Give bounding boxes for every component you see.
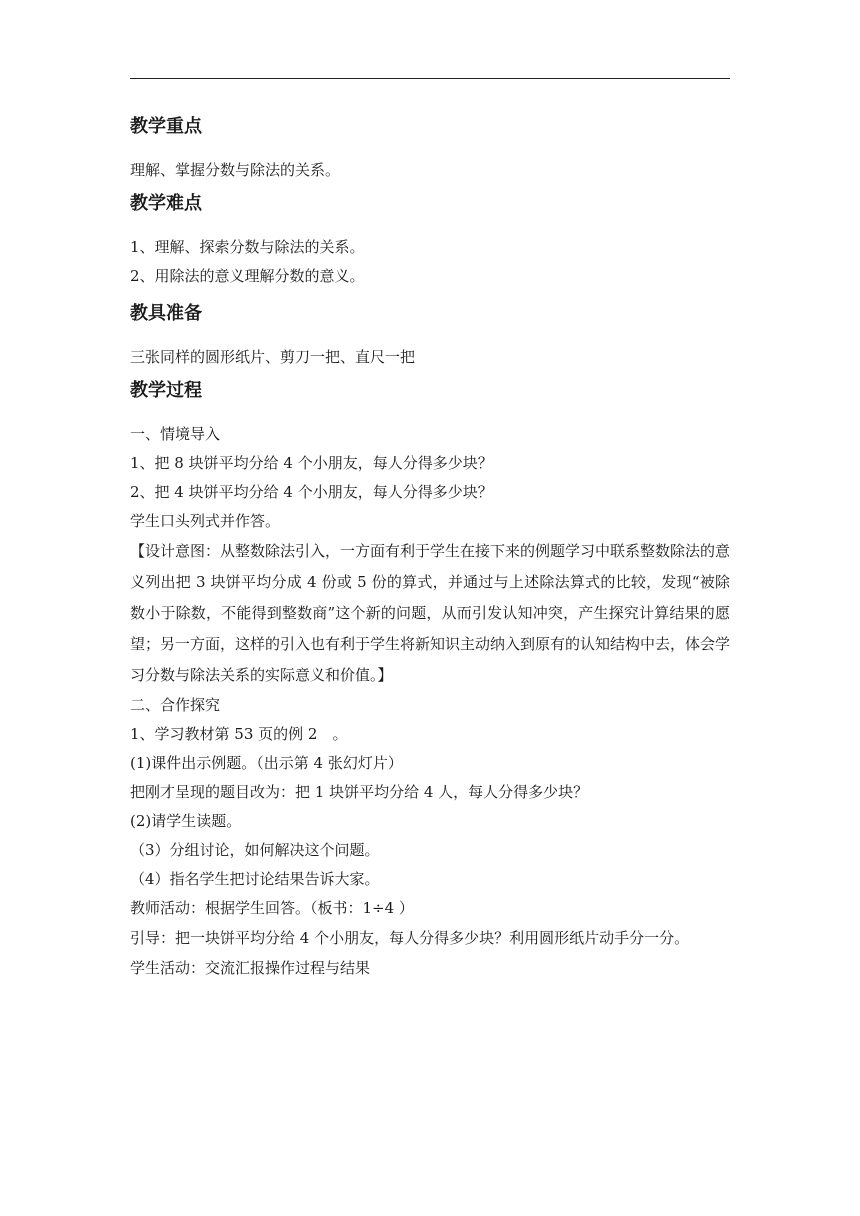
heading-process: 教学过程: [130, 380, 202, 401]
document-body: [130, 108, 730, 983]
header-rule: [130, 78, 730, 79]
process-line-last: 学生活动：交流汇报操作过程与结果: [130, 959, 371, 977]
process-line-1: 一、情境导入: [130, 425, 221, 443]
process-line-5: 二、合作探究: [130, 696, 221, 714]
difficulty-line-2: 2、用除法的意义理解分数的意义。: [130, 267, 365, 285]
process-line-6: 1、学习教材第 53 页的例 2 。: [130, 725, 348, 743]
process-line-2: 1、把 8 块饼平均分给 4 个小朋友，每人分得多少块？: [130, 454, 493, 472]
key-points-line-1: 理解、掌握分数与除法的关系。: [130, 161, 341, 179]
guide-paragraph: 引导：把一块饼平均分给 4 个小朋友，每人分得多少块？利用圆形纸片动手分一分。: [130, 929, 690, 947]
process-line-11: （4）指名学生把讨论结果告诉大家。: [130, 870, 380, 888]
heading-key-points: 教学重点: [130, 116, 202, 137]
design-intent-paragraph: 【设计意图：从整数除法引入，一方面有利于学生在接下来的例题学习中联系整数除法的意义列出把 3 块饼平均分成 4 份或 5 份的算式，并通过与上述除法算式的比较，发现“被除数小于除数，不能得到整数商”这个新的问题，从而引发认知冲突，产生探究计算结果的愿望；另一方面，这样的引入也有利于学生将新知识主动纳入到原有的认知结构中去，体会学习分数与除法关系的实际意义和价值。】: [130, 542, 731, 684]
process-line-3: 2、把 4 块饼平均分给 4 个小朋友，每人分得多少块？: [130, 483, 493, 501]
process-line-12: 教师活动：根据学生回答。（板书：1÷4 ）: [130, 899, 414, 917]
difficulty-line-1: 1、理解、探索分数与除法的关系。: [130, 238, 365, 256]
materials-line-1: 三张同样的圆形纸片、剪刀一把、直尺一把: [130, 348, 416, 366]
process-line-4: 学生口头列式并作答。: [130, 512, 281, 530]
heading-materials: 教具准备: [130, 303, 202, 324]
process-line-7: (1)课件出示例题。（出示第 4 张幻灯片）: [130, 754, 403, 772]
heading-difficulties: 教学难点: [130, 193, 202, 214]
process-line-9: (2)请学生读题。: [130, 812, 242, 830]
process-line-8: 把刚才呈现的题目改为：把 1 块饼平均分给 4 人，每人分得多少块？: [130, 783, 589, 801]
process-line-10: （3）分组讨论，如何解决这个问题。: [130, 841, 380, 859]
